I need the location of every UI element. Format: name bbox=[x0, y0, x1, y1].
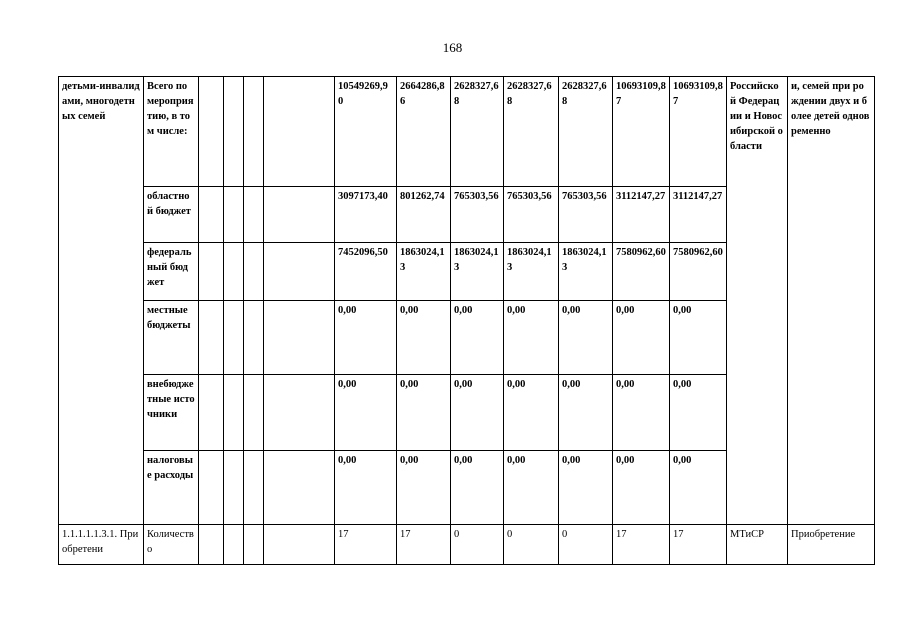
empty-cell bbox=[199, 301, 224, 375]
group-label-cell: детьми-инвалидами, многодетных семей bbox=[59, 77, 144, 525]
value-cell: 0,00 bbox=[504, 301, 559, 375]
empty-cell bbox=[224, 243, 244, 301]
value-cell: 10549269,90 bbox=[335, 77, 397, 187]
value-cell: 0,00 bbox=[670, 451, 727, 525]
note-cell: Приобретение bbox=[788, 525, 875, 565]
executor-cell: МТиСР bbox=[727, 525, 788, 565]
empty-cell bbox=[244, 375, 264, 451]
value-cell: 3112147,27 bbox=[670, 187, 727, 243]
value-cell: 765303,56 bbox=[451, 187, 504, 243]
row-label-cell: федеральный бюджет bbox=[144, 243, 199, 301]
value-cell: 1863024,13 bbox=[451, 243, 504, 301]
value-cell: 10693109,87 bbox=[670, 77, 727, 187]
empty-cell bbox=[264, 451, 335, 525]
value-cell: 0,00 bbox=[451, 451, 504, 525]
empty-cell bbox=[224, 77, 244, 187]
value-cell: 0 bbox=[504, 525, 559, 565]
value-cell: 0,00 bbox=[613, 451, 670, 525]
value-cell: 2628327,68 bbox=[504, 77, 559, 187]
empty-cell bbox=[244, 77, 264, 187]
note-cell: и, семей при рождении двух и более детей одновременно bbox=[788, 77, 875, 525]
empty-cell bbox=[199, 187, 224, 243]
value-cell: 0,00 bbox=[559, 451, 613, 525]
row-label-cell: местные бюджеты bbox=[144, 301, 199, 375]
value-cell: 0,00 bbox=[335, 451, 397, 525]
value-cell: 17 bbox=[397, 525, 451, 565]
empty-cell bbox=[244, 451, 264, 525]
value-cell: 0,00 bbox=[670, 375, 727, 451]
value-cell: 0 bbox=[451, 525, 504, 565]
value-cell: 0,00 bbox=[397, 375, 451, 451]
value-cell: 7580962,60 bbox=[670, 243, 727, 301]
value-cell: 0,00 bbox=[504, 375, 559, 451]
empty-cell bbox=[264, 301, 335, 375]
value-cell: 7580962,60 bbox=[613, 243, 670, 301]
value-cell: 7452096,50 bbox=[335, 243, 397, 301]
value-cell: 0,00 bbox=[335, 375, 397, 451]
empty-cell bbox=[244, 187, 264, 243]
executor-cell: Российской Федерации и Новосибирской области bbox=[727, 77, 788, 525]
value-cell: 765303,56 bbox=[559, 187, 613, 243]
value-cell: 765303,56 bbox=[504, 187, 559, 243]
value-cell: 17 bbox=[335, 525, 397, 565]
value-cell: 17 bbox=[670, 525, 727, 565]
value-cell: 0,00 bbox=[451, 375, 504, 451]
value-cell: 0,00 bbox=[559, 375, 613, 451]
value-cell: 17 bbox=[613, 525, 670, 565]
value-cell: 0,00 bbox=[559, 301, 613, 375]
value-cell: 2664286,86 bbox=[397, 77, 451, 187]
value-cell: 0 bbox=[559, 525, 613, 565]
value-cell: 0,00 bbox=[397, 451, 451, 525]
empty-cell bbox=[264, 525, 335, 565]
empty-cell bbox=[244, 301, 264, 375]
budget-table bbox=[58, 76, 875, 565]
empty-cell bbox=[264, 375, 335, 451]
row-label-cell: внебюджетные источники bbox=[144, 375, 199, 451]
value-cell: 1863024,13 bbox=[504, 243, 559, 301]
empty-cell bbox=[224, 187, 244, 243]
page-number: 168 bbox=[442, 40, 463, 55]
empty-cell bbox=[224, 451, 244, 525]
row-label-cell: областной бюджет bbox=[144, 187, 199, 243]
empty-cell bbox=[264, 77, 335, 187]
value-cell: 0,00 bbox=[451, 301, 504, 375]
empty-cell bbox=[244, 525, 264, 565]
value-cell: 3097173,40 bbox=[335, 187, 397, 243]
empty-cell bbox=[199, 525, 224, 565]
value-cell: 0,00 bbox=[335, 301, 397, 375]
value-cell: 0,00 bbox=[504, 451, 559, 525]
empty-cell bbox=[199, 77, 224, 187]
value-cell: 1863024,13 bbox=[559, 243, 613, 301]
empty-cell bbox=[264, 187, 335, 243]
value-cell: 0,00 bbox=[670, 301, 727, 375]
table-row bbox=[59, 525, 875, 565]
value-cell: 801262,74 bbox=[397, 187, 451, 243]
empty-cell bbox=[244, 243, 264, 301]
value-cell: 3112147,27 bbox=[613, 187, 670, 243]
value-cell: 1863024,13 bbox=[397, 243, 451, 301]
empty-cell bbox=[199, 451, 224, 525]
value-cell: 0,00 bbox=[613, 375, 670, 451]
empty-cell bbox=[224, 375, 244, 451]
empty-cell bbox=[199, 243, 224, 301]
value-cell: 0,00 bbox=[613, 301, 670, 375]
empty-cell bbox=[264, 243, 335, 301]
empty-cell bbox=[224, 301, 244, 375]
row-label-cell: налоговые расходы bbox=[144, 451, 199, 525]
row-label-cell: Количество bbox=[144, 525, 199, 565]
row-label-cell: Всего по мероприятию, в том числе: bbox=[144, 77, 199, 187]
value-cell: 10693109,87 bbox=[613, 77, 670, 187]
subitem-code-cell: 1.1.1.1.1.3.1. Приобретени bbox=[59, 525, 144, 565]
empty-cell bbox=[224, 525, 244, 565]
table-row bbox=[59, 77, 875, 187]
value-cell: 2628327,68 bbox=[451, 77, 504, 187]
empty-cell bbox=[199, 375, 224, 451]
value-cell: 2628327,68 bbox=[559, 77, 613, 187]
value-cell: 0,00 bbox=[397, 301, 451, 375]
